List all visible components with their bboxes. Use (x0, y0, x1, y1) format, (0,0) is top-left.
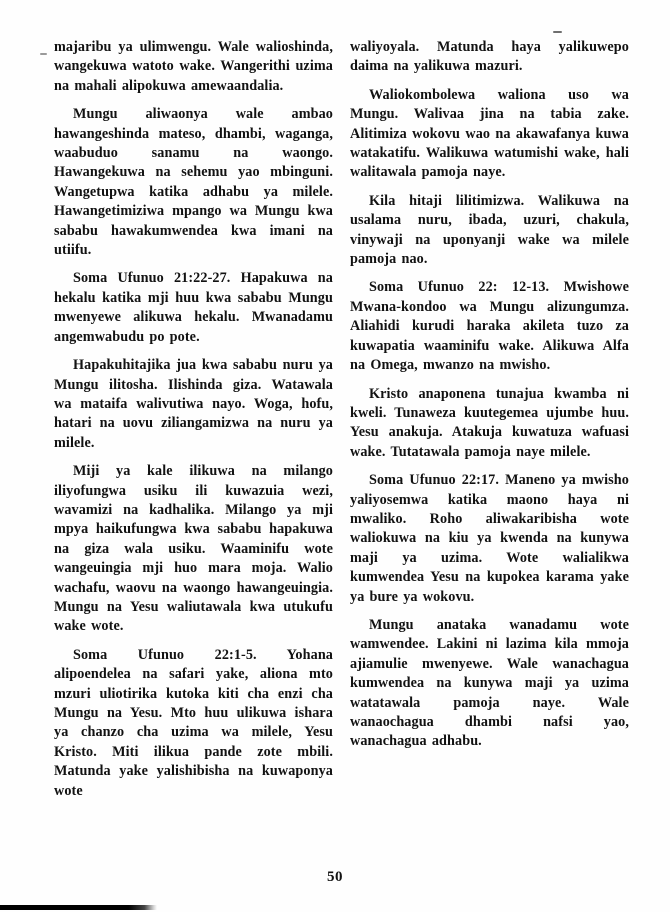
paragraph: waliyoyala. Matunda haya yalikuwepo daima na yalikuwa mazuri. (350, 39, 629, 75)
paragraph: Soma Ufunuo 22:17. Maneno ya mwisho yaliyosemwa katika maono haya ni mwaliko. Roho aliwakaribisha wote waliokuwa na kiu ya kwenda na kunywa maji ya uzima. Wote walialikwa kumwendea Yesu na kupokea karama yake ya bure ya wokovu. (350, 472, 629, 605)
paragraph: Soma Ufunuo 21:22-27. Hapakuwa na hekalu katika mji huu kwa sababu Mungu mwenyewe alikuwa hekalu. Mwanadamu angemwabudu po pote. (54, 270, 333, 345)
paragraph: Mungu anataka wanadamu wote wamwendee. Lakini ni lazima kila mmoja ajiamulie mwenyewe. Wale wanachagua kumwendea na kunywa maji ya uzima watatawala pamoja naye. Wale wanaochagua dhambi nafsi yao, wanachagua adhabu. (350, 616, 629, 750)
scan-artifact-bar (0, 905, 157, 910)
scan-speck (40, 53, 47, 55)
left-column (54, 38, 333, 810)
paragraph: Soma Ufunuo 22: 12-13. Mwishowe Mwana-kondoo wa Mungu alizungumza. Aliahidi kurudi haraka akileta tuzo za kuwapatia waaminifu wake. Alikuwa Alfa na Omega, mwanzo na mwisho. (350, 279, 629, 374)
page-number: 50 (327, 869, 343, 885)
paragraph: Hapakuhitajika jua kwa sababu nuru ya Mungu ilitosha. Ilishinda giza. Watawala wa mataifa walivutiwa nayo. Woga, hofu, hatari na uovu ziliangamizwa na nuru ya milele. (54, 357, 333, 451)
paragraph: Kristo anaponena tunajua kwamba ni kweli. Tunaweza kuutegemea ujumbe huu. Yesu anakuja. Atakuja kuwatuza wafuasi wake. Tutatawala pamoja naye milele. (350, 385, 629, 460)
right-column (350, 38, 629, 810)
paragraph: Miji ya kale ilikuwa na milango iliyofungwa usiku ili kuwazuia wezi, wavamizi na kadhalika. Milango ya mji mpya haikufungwa kwa sababu hapakuwa na giza wala usiku. Waaminifu wote wangeuingia mji huo mara moja. Walio wachafu, waovu na waongo hawangeuingia. Mungu na Yesu waliutawala kwa utukufu wake wote. (54, 463, 333, 635)
paragraph: Mungu aliwaonya wale ambao hawangeshinda mateso, dhambi, waganga, waabuduo sanamu na waongo. Hawangekuwa na sehemu yao mbinguni. Wangetupwa katika adhabu ya milele. Hawangetimiziwa mpango wa Mungu kwa sababu hawakumwendea kwa imani na utiifu. (54, 106, 333, 259)
scan-speck (553, 31, 562, 33)
paragraph: Soma Ufunuo 22:1-5. Yohana alipoendelea na safari yake, aliona mto mzuri uliotirika kutoka kiti cha enzi cha Mungu na Yesu. Mto huu ulikuwa ishara ya chanzo cha uzima wa milele, Yesu Kristo. Miti ilikua pande zote mbili. Matunda yake yalishibisha na kuwaponya wote (54, 646, 333, 799)
paragraph: Waliokombolewa waliona uso wa Mungu. Walivaa jina na tabia zake. Alitimiza wokovu wao na akawafanya kuwa watakatifu. Walikuwa watumishi wake, hali walitawala pamoja naye. (350, 86, 629, 181)
paragraph: Kila hitaji lilitimizwa. Walikuwa na usalama nuru, ibada, uzuri, chakula, vinywaji na uponyanji wake wa milele pamoja nao. (350, 192, 629, 268)
paragraph: majaribu ya ulimwengu. Wale walioshinda, wangekuwa watoto wake. Wangerithi uzima na mahali alipokuwa amewaandalia. (54, 39, 333, 94)
